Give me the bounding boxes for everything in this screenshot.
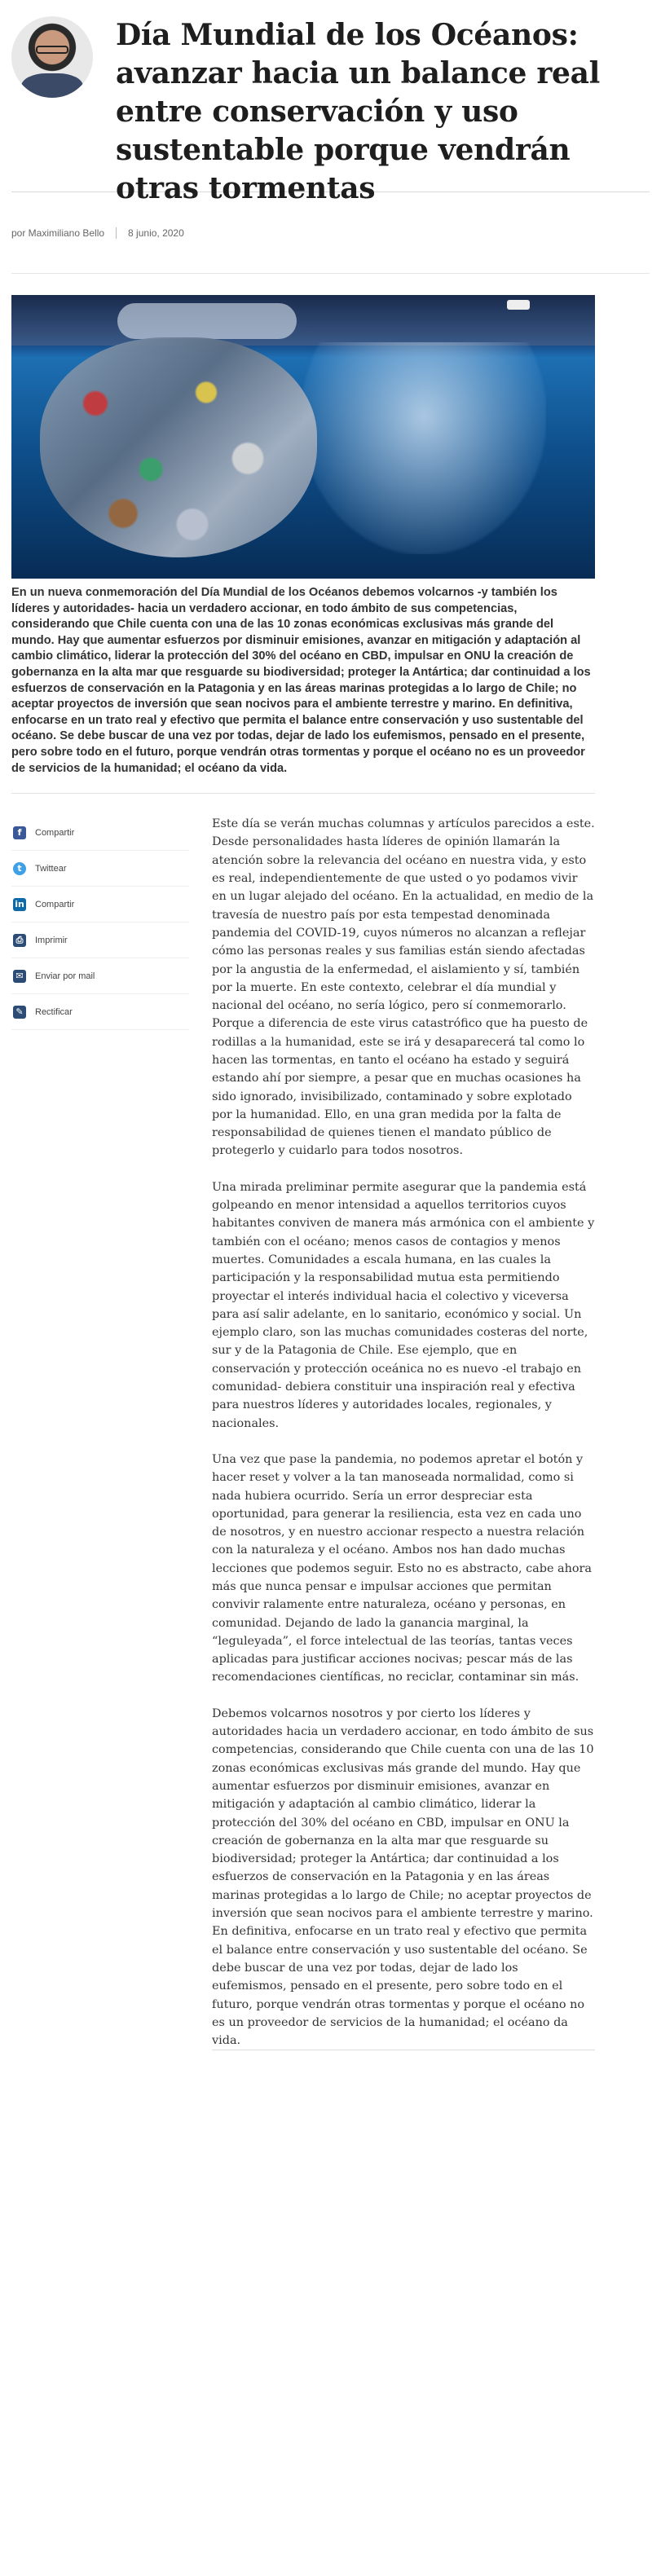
article-paragraph: Este día se verán muchas columnas y artículos parecidos a este. Desde personalidades hasta líderes de opinión llamarán la atención sobre la relevancia del océano en nuestra vida, y esto es real, independientemente de que usted o yo podamos vivir en un lugar alejado del océano. En la actualidad, en medio de la travesía de nuestro país por esta tempestad denominada pandemia del COVID-19, cuyos números no alcanzan a reflejar cómo las personas reales y sus familias están siendo afectadas por la angustia de la enfermedad, el aislamiento y sí, también por la muerte. En este contexto, celebrar el día mundial y nacional del océano, no sería lógico, pero sí conmemorarlo. Porque a diferencia de este virus catastrófico que ha puesto de rodillas a la humanidad, este se irá y desaparecerá tal como lo hacen las tormentas, en tanto el océano ha estado y seguirá estando ahí por siempre, a pesar que en muchas ocasiones ha sido ignorado, invisibilizado, contaminado y sobre explotado por la humanidad. Ello, en una gran medida por la falta de responsabilidad de quienes tienen el mandato público de protegerlo y cuidarlo para todos nosotros. [212,817,595,1158]
article-paragraph: Debemos volcarnos nosotros y por cierto los líderes y autoridades hacia un verdadero accionar, en todo ámbito de sus competencias, considerando que Chile cuenta con una de las 10 zonas económicas exclusivas más grande del mundo. Hay que aumentar esfuerzos por disminuir emisiones, avanzar en mitigación y adaptación al cambio climático, liderar la protección del 30% del océano en CBD, impulsar en ONU la creación de gobernanza en la alta mar que resguarde su biodiversidad; proteger la Antártica; dar continuidad a los esfuerzos de conservación en la Patagonia y en las áreas marinas protegidas a lo largo de Chile; no aceptar proyectos de inversión que sean nocivos para el ambiente terrestre y marino. En definitiva, enfocarse en un trato real y efectivo que permita el balance entre conservación y uso sustentable del océano. Se debe buscar de una vez por todas, dejar de lado los eufemismos, pensado en el presente, pero sobre todo en el futuro, porque vendrán otras tormentas y porque el océano no es un proveedor de servicios de la humanidad; el océano da vida. [212,1705,595,2051]
article-lead: En un nueva conmemoración del Día Mundial de los Océanos debemos volcarnos -y también los líderes y autoridades- hacia un verdadero accionar, en todo ámbito de sus competencias, considerando que Chile cuenta con una de las 10 zonas económicas exclusivas más grande del mundo. Hay que aumentar esfuerzos por disminuir emisiones, avanzar en mitigación y adaptación al cambio climático, liderar la protección del 30% del océano en CBD, impulsar en ONU la creación de gobernanza en la alta mar que resguarde su biodiversidad; proteger la Antártica; dar continuidad a los esfuerzos de conservación en la Patagonia y en las áreas marinas protegidas a lo largo de Chile; no aceptar proyectos de inversión que sean nocivos para el ambiente terrestre y marino. En definitiva, enfocarse en un trato real y efectivo que permita el balance entre conservación y uso sustentable del océano. Se debe buscar de una vez por todas, dejar de lado los eufemismos, pensado en el presente, pero sobre todo en el futuro, porque vendrán otras tormentas y porque el océano no es un proveedor de servicios de la humanidad; el océano da vida. [11,585,595,794]
hero-floating-bottle [117,303,297,339]
facebook-icon: f [13,826,26,839]
hero-boat [507,300,530,310]
share-label: Compartir [35,899,75,909]
share-label: Rectificar [35,1006,73,1017]
avatar-glasses-shape [36,46,68,54]
article-header [11,0,650,205]
share-label: Imprimir [35,935,68,945]
share-label: Twittear [35,863,67,874]
share-item-mail[interactable] [11,958,189,994]
twitter-icon: t [13,862,26,875]
pencil-icon: ✎ [13,1006,26,1019]
share-label: Compartir [35,827,75,838]
print-icon: ⎙ [13,934,26,947]
avatar-shirt-shape [21,73,83,98]
article-paragraph: Una vez que pase la pandemia, no podemos apretar el botón y hacer reset y volver a la tan manoseada normalidad, como si nada hubiera ocurrido. Sería un error despreciar esta oportunidad, para generar la resiliencia, esta vez en cada uno de nosotros, y en nuestro accionar respecto a nuestra relación con la naturaleza y el océano. Ambos nos han dado muchas lecciones que podemos seguir. Esto no es abstracto, cabe ahora más que nunca pensar e impulsar acciones que permitan convivir ralamente entre naturaleza, océano y personas, en comunidad. Dejando de lado la ganancia marginal, la “leguleyada”, el force intelectual de las teorías, tantas veces aplicadas para justificar acciones nocivas; pescar más de las recomendaciones científicas, no reciclar, contaminar sin más. [212,1452,593,1684]
author-avatar [11,16,93,98]
author-byline[interactable]: por Maximiliano Bello [11,227,105,239]
hero-image [11,295,595,579]
share-label: Enviar por mail [35,971,95,981]
publish-date: 8 junio, 2020 [128,227,184,239]
hero-iceberg [302,342,546,554]
article-body [212,802,595,2068]
share-sidebar [11,802,212,2068]
share-item-twitter[interactable] [11,851,189,887]
share-item-pencil[interactable] [11,994,189,1030]
meta-divider [116,227,117,239]
article-title: Día Mundial de los Océanos: avanzar hacia un balance real entre conservación y uso sustentable porque vendrán otras tormentas [116,18,601,205]
share-item-linkedin[interactable] [11,887,189,923]
linkedin-icon: in [13,898,26,911]
share-item-print[interactable] [11,923,189,958]
hero-plastic-iceberg [40,337,317,557]
mail-icon: ✉ [13,970,26,983]
share-item-facebook[interactable] [11,815,189,851]
article-body-wrapper [11,802,650,2068]
article-paragraph: Una mirada preliminar permite asegurar que la pandemia está golpeando en menor intensidad a aquellos territorios cuyos habitantes conviven de manera más armónica con el ambiente y también con el océano; menos casos de contagios y menos muertes. Comunidades a escala humana, en las cuales la participación y la responsabilidad mutua esta permitiendo proyectar el interés individual hacia el colectivo y viceversa para así salir adelante, en lo sanitario, económico y social. Un ejemplo claro, son las muchas comunidades costeras del norte, sur y de la Patagonia de Chile. Ese ejemplo, que en conservación y protección oceánica no es nuevo -el trabajo en comunidad- debiera constituir una inspiración real y efectiva para nuestros líderes y autoridades locales, regionales, y nacionales. [212,1180,595,1430]
